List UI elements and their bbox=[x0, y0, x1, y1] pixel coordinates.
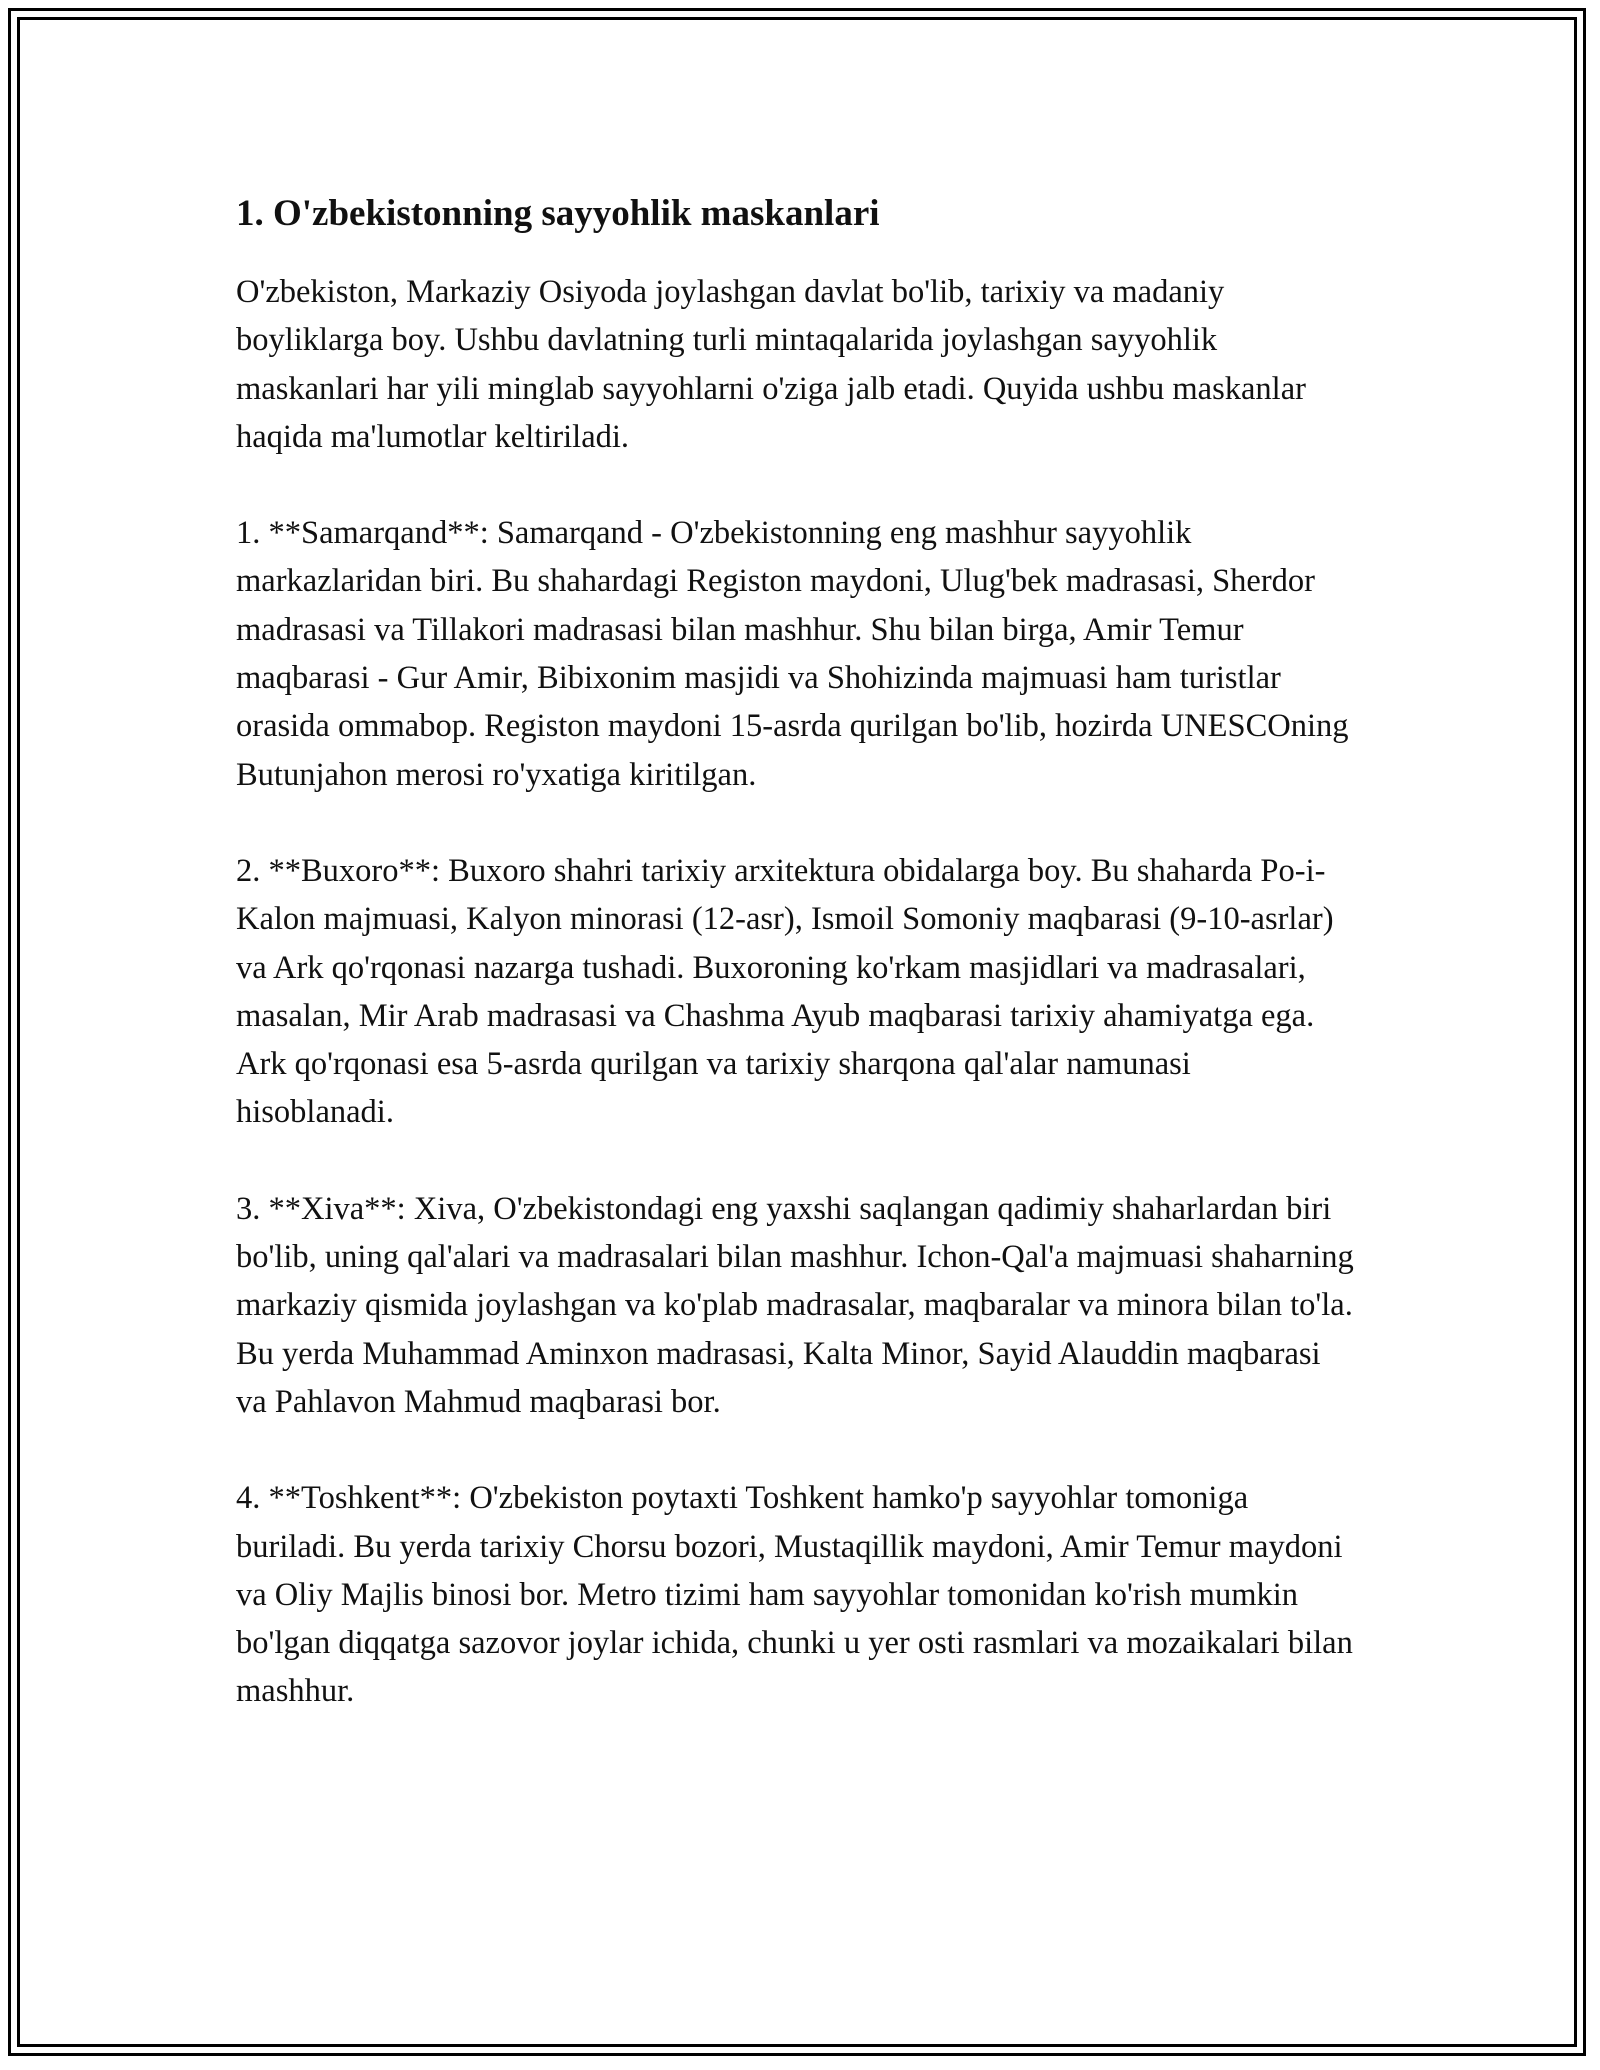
samarqand-paragraph: 1. **Samarqand**: Samarqand - O'zbekistonning eng mashhur sayyohlik markazlaridan biri. Bu shahardagi Registon maydoni, Ulug'bek madrasasi, Sherdor madrasasi va Tillakori madrasasi bilan mashhur. Shu bilan birga, Amir Temur maqbarasi - Gur Amir, Bibixonim masjidi va Shohizinda majmuasi ham turistlar orasida ommabop. Registon maydoni 15-asrda qurilgan bo'lib, hozirda UNESCOning Butunjahon merosi ro'yxatiga kiritilgan. bbox=[236, 515, 1349, 793]
toshkent-paragraph: 4. **Toshkent**: O'zbekiston poytaxti Toshkent hamko'p sayyohlar tomoniga buriladi. Bu yerda tarixiy Chorsu bozori, Mustaqillik maydoni, Amir Temur maydoni va Oliy Majlis binosi bor. Metro tizimi ham sayyohlar tomonidan ko'rish mumkin bo'lgan diqqatga sazovor joylar ichida, chunki u yer osti rasmlari va mozaikalari bilan mashhur. bbox=[236, 1480, 1353, 1710]
xiva-paragraph: 3. **Xiva**: Xiva, O'zbekistondagi eng yaxshi saqlangan qadimiy shaharlardan biri bo'lib, uning qal'alari va madrasalari bilan mashhur. Ichon-Qal'a majmuasi shaharning markaziy qismida joylashgan va ko'plab madrasalar, maqbaralar va minora bilan to'la. Bu yerda Muhammad Aminxon madrasasi, Kalta Minor, Sayid Alauddin maqbarasi va Pahlavon Mahmud maqbarasi bor. bbox=[236, 1190, 1354, 1420]
document-body bbox=[236, 186, 1356, 1764]
intro-paragraph: O'zbekiston, Markaziy Osiyoda joylashgan davlat bo'lib, tarixiy va madaniy boyliklarga boy. Ushbu davlatning turli mintaqalarida joylashgan sayyohlik maskanlari har yili minglab sayyohlarni o'ziga jalb etadi. Quyida ushbu maskanlar haqida ma'lumotlar keltiriladi. bbox=[236, 274, 1306, 455]
document-title: 1. O'zbekistonning sayyohlik maskanlari bbox=[236, 193, 880, 234]
buxoro-paragraph: 2. **Buxoro**: Buxoro shahri tarixiy arxitektura obidalarga boy. Bu shaharda Po-i-Kalon majmuasi, Kalyon minorasi (12-asr), Ismoil Somoniy maqbarasi (9-10-asrlar) va Ark qo'rqonasi nazarga tushadi. Buxoroning ko'rkam masjidlari va madrasalari, masalan, Mir Arab madrasasi va Chashma Ayub maqbarasi tarixiy ahamiyatga ega. Ark qo'rqonasi esa 5-asrda qurilgan va tarixiy sharqona qal'alar namunasi hisoblanadi. bbox=[236, 852, 1334, 1131]
